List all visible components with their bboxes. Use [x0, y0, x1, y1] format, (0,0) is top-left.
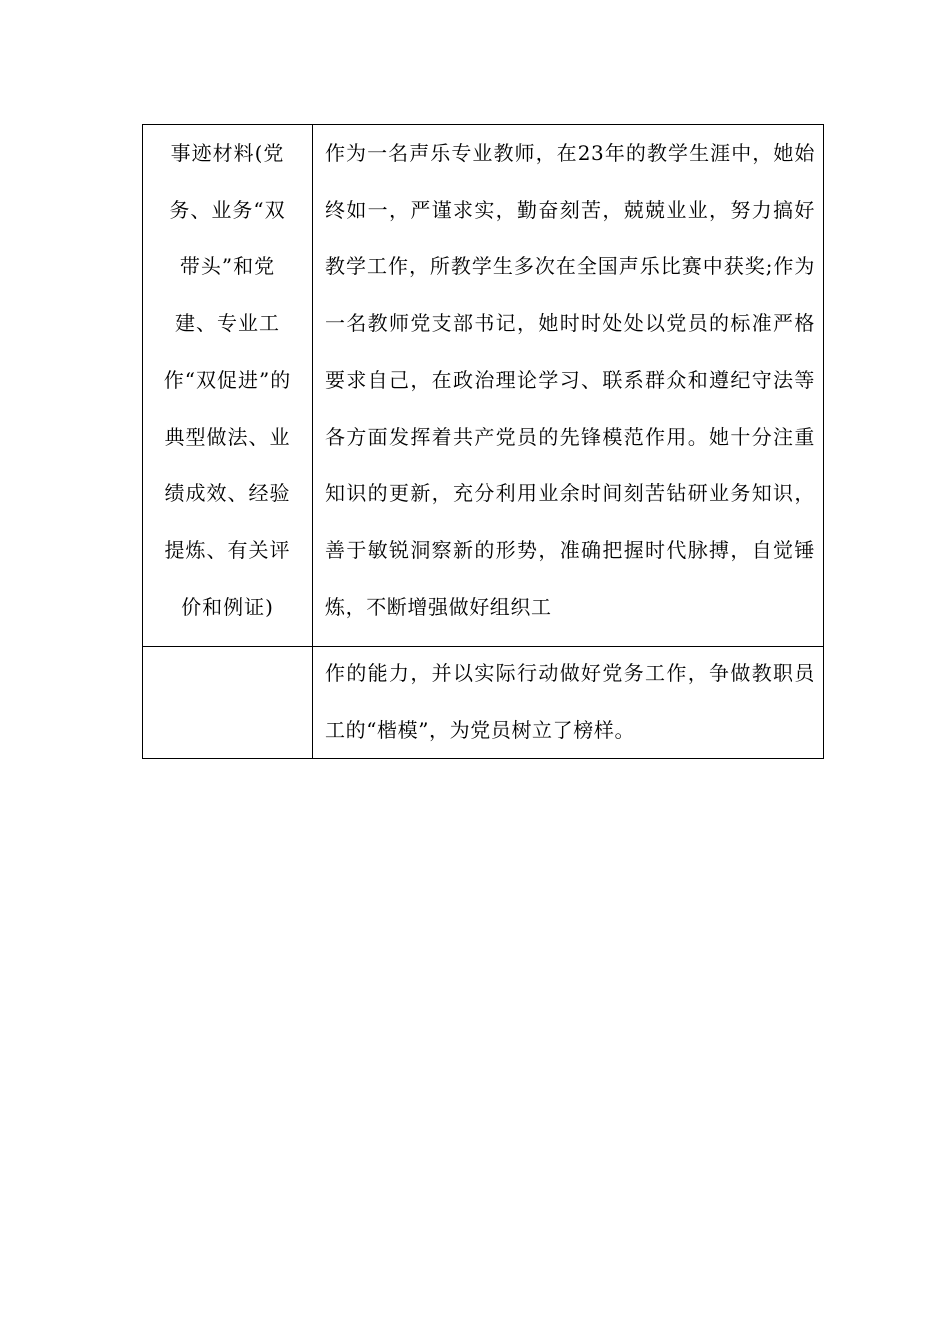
label-cell — [143, 125, 313, 647]
record-table — [142, 124, 824, 759]
table-row — [143, 125, 824, 647]
table-row — [143, 647, 824, 759]
continuation-cell — [313, 647, 824, 759]
field-content-continuation: 作的能力，并以实际行动做好党务工作，争做教职员工的“楷模”，为党员树立了榜样。 — [325, 661, 815, 742]
field-label: 事迹材料(党务、业务“双带头”和党建、专业工作“双促进”的典型做法、业绩成效、经验提炼、有关评价和例证) — [163, 141, 292, 619]
field-content: 作为一名声乐专业教师，在23年的教学生涯中，她始终如一，严谨求实，勤奋刻苦，兢兢业业，努力搞好教学工作，所教学生多次在全国声乐比赛中获奖;作为一名教师党支部书记，她时时处处以党员的标准严格要求自己，在政治理论学习、联系群众和遵纪守法等各方面发挥着共产党员的先锋模范作用。她十分注重知识的更新，充分利用业余时间刻苦钻研业务知识，善于敏锐洞察新的形势，准确把握时代脉搏，自觉锤炼，不断增强做好组织工 — [325, 141, 815, 619]
empty-label-cell — [143, 647, 313, 759]
content-cell — [313, 125, 824, 647]
